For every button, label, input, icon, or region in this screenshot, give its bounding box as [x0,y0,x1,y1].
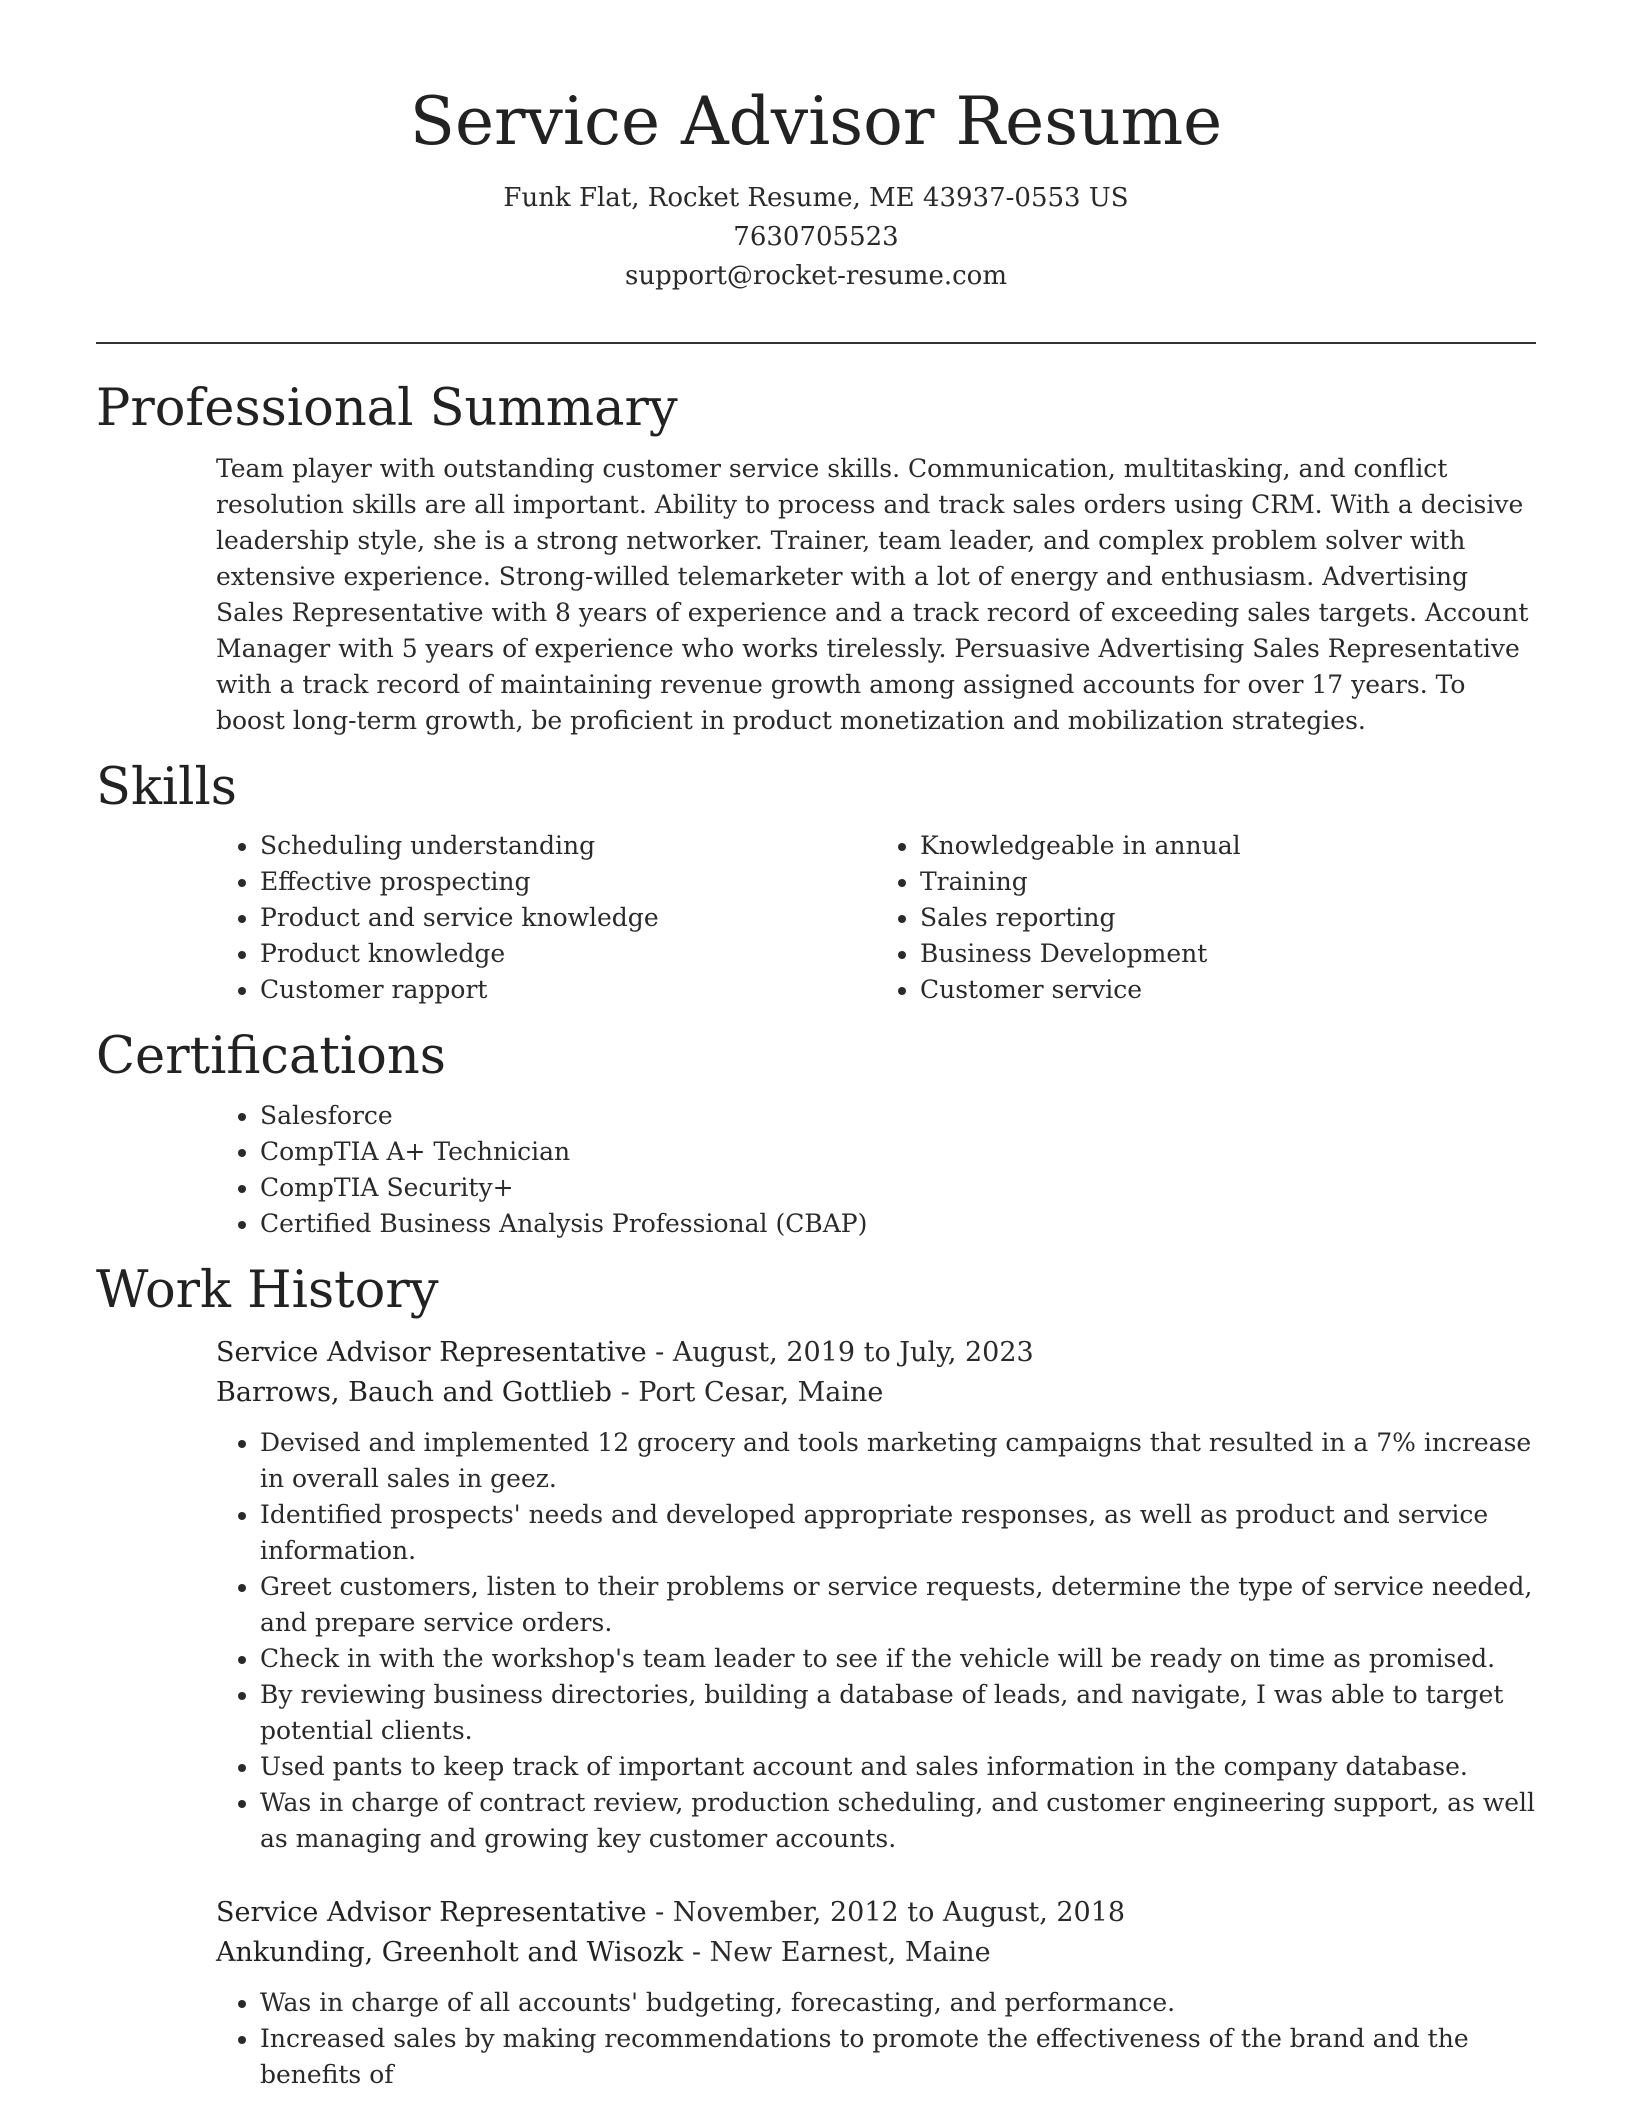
skills-columns [216,828,1536,1008]
contact-block [0,179,1632,296]
work-history-section [96,1260,1536,2093]
job-dates: - November, 2012 to August, 2018 [646,1896,1126,1928]
skill-item: • Customer rapport [260,972,876,1008]
job-role: Service Advisor Representative [216,1896,647,1928]
job-location: - Port Cesar, Maine [611,1376,884,1408]
resume-header [0,0,1632,296]
job-dates: - August, 2019 to July, 2023 [646,1336,1034,1368]
certification-item: • CompTIA Security+ [260,1170,1536,1206]
resume-body [96,378,1536,2111]
job-role: Service Advisor Representative [216,1336,647,1368]
skill-item: • Business Development [920,936,1536,972]
job-bullet: • Increased sales by making recommendations to promote the effectiveness of the brand and the benefits of [260,2021,1536,2093]
job-bullet: • Was in charge of all accounts' budgeting, forecasting, and performance. [260,1985,1536,2021]
job-bullets [216,1985,1536,2093]
skill-item: • Scheduling understanding [260,828,876,864]
skill-item: • Product knowledge [260,936,876,972]
job-entry [216,1893,1536,2093]
job-title-line [216,1893,1536,1933]
job-bullet: • Identified prospects' needs and developed appropriate responses, as well as product and service information. [260,1497,1536,1569]
job-entry [216,1333,1536,1857]
certifications-heading: Certifications [96,1027,446,1087]
certifications-section [96,1026,1536,1241]
skill-item: • Knowledgeable in annual [920,828,1536,864]
skill-item: • Training [920,864,1536,900]
job-bullet: • Was in charge of contract review, production scheduling, and customer engineering support, as well as managing and growing key customer accounts. [260,1785,1536,1857]
skills-list-left [216,828,876,1008]
job-company-line [216,1373,1536,1413]
summary-heading: Professional Summary [96,379,678,438]
contact-address: Funk Flat, Rocket Resume, ME 43937-0553 US [503,183,1129,214]
job-location: - New Earnest, Maine [683,1936,991,1968]
summary-section [96,378,1536,739]
job-bullets [216,1425,1536,1857]
skills-heading: Skills [96,758,237,818]
job-company-line [216,1933,1536,1973]
skill-item: • Customer service [920,972,1536,1008]
certification-item: • Certified Business Analysis Professional (CBAP) [260,1206,1536,1242]
certifications-list [216,1098,1536,1242]
skills-list-right [876,828,1536,1008]
job-company: Barrows, Bauch and Gottlieb [216,1376,612,1408]
skill-item: • Product and service knowledge [260,900,876,936]
certification-item: • Salesforce [260,1098,1536,1134]
contact-email: support@rocket-resume.com [624,261,1007,292]
job-bullet: • Check in with the workshop's team leader to see if the vehicle will be ready on time as promised. [260,1641,1536,1677]
job-bullet: • Used pants to keep track of important account and sales information in the company database. [260,1749,1536,1785]
job-bullet: • Greet customers, listen to their problems or service requests, determine the type of service needed, and prepare service orders. [260,1569,1536,1641]
contact-phone: 7630705523 [733,222,899,253]
certification-item: • CompTIA A+ Technician [260,1134,1536,1170]
summary-text: Team player with outstanding customer service skills. Communication, multitasking, and conflict resolution skills are all important. Ability to process and track sales orders using CRM. With a decisive leadership style, she is a strong networker. Trainer, team leader, and complex problem solver with extensive experience. Strong-willed telemarketer with a lot of energy and enthusiasm. Advertising Sales Representative with 8 years of experience and a track record of exceeding sales targets. Account Manager with 5 years of experience who works tirelessly. Persuasive Advertising Sales Representative with a track record of maintaining revenue growth among assigned accounts for over 17 years. To boost long-term growth, be proficient in product monetization and mobilization strategies. [216,454,1529,736]
job-bullet: • Devised and implemented 12 grocery and tools marketing campaigns that resulted in a 7% increase in overall sales in geez. [260,1425,1536,1497]
work-history-heading: Work History [96,1260,439,1320]
job-bullet: • By reviewing business directories, building a database of leads, and navigate, I was able to target potential clients. [260,1677,1536,1749]
skill-item: • Sales reporting [920,900,1536,936]
job-company: Ankunding, Greenholt and Wisozk [216,1936,684,1968]
resume-title: Service Advisor Resume [409,83,1223,160]
skill-item: • Effective prospecting [260,864,876,900]
job-title-line [216,1333,1536,1373]
header-divider [96,342,1536,344]
skills-section [96,757,1536,1008]
